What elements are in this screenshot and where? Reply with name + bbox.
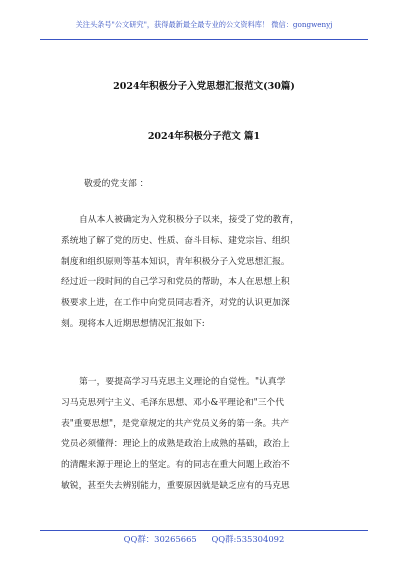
paragraph-line: 极要求上进，在工作中向党员同志看齐，对党的认识更加深 xyxy=(61,298,290,309)
paragraph-line: 习马克思列宁主义、毛泽东思想、邓小&平理论和"三个代 xyxy=(61,397,285,408)
paragraph-line: 制度和组织原则等基本知识，青年积极分子入党思想汇报。 xyxy=(61,256,290,267)
salutation: 敬爱的党支部 ： xyxy=(84,179,149,189)
qq-group-2: QQ群:535304092 xyxy=(211,534,285,544)
header-divider xyxy=(40,39,368,40)
paragraph-line: 系统地了解了党的历史、性质、奋斗目标、建党宗旨、组织 xyxy=(61,235,290,246)
document-title: 2024年积极分子入党思想汇报范文(30篇) xyxy=(113,81,295,92)
paragraph-line: 党员必须懂得：理论上的成熟是政治上成熟的基础，政治上 xyxy=(61,439,290,450)
paragraph-line: 刻。现将本人近期思想情况汇报如下: xyxy=(61,318,205,329)
footer-divider xyxy=(40,530,368,531)
qq-group-1: QQ群：30265665 xyxy=(123,534,197,544)
footer-contact xyxy=(40,533,368,545)
header-notice: 关注头条号"公文研究"，获得最新最全最专业的公文资料库！ 微信：gongwenyj xyxy=(75,20,333,29)
section-title: 2024年积极分子范文 篇1 xyxy=(147,131,261,142)
paragraph-line: 第一，要提高学习马克思主义理论的自觉性。"认真学 xyxy=(79,377,286,387)
paragraph-line: 敏锐，甚至失去辨别能力，重要原因就是缺乏应有的马克思 xyxy=(61,480,290,491)
body-paragraph xyxy=(61,372,361,497)
paragraph-line: 的清醒来源于理论上的坚定。有的同志在重大问题上政治不 xyxy=(61,460,290,471)
paragraph-line: 自从本人被确定为入党积极分子以来，接受了党的教育， xyxy=(79,215,299,225)
paragraph-line: 表"重要思想"，是党章规定的共产党员义务的第一条。共产 xyxy=(61,418,290,429)
body-paragraph xyxy=(61,210,361,335)
paragraph-line: 经过近一段时间的自己学习和党员的帮助，本人在思想上积 xyxy=(61,277,290,288)
